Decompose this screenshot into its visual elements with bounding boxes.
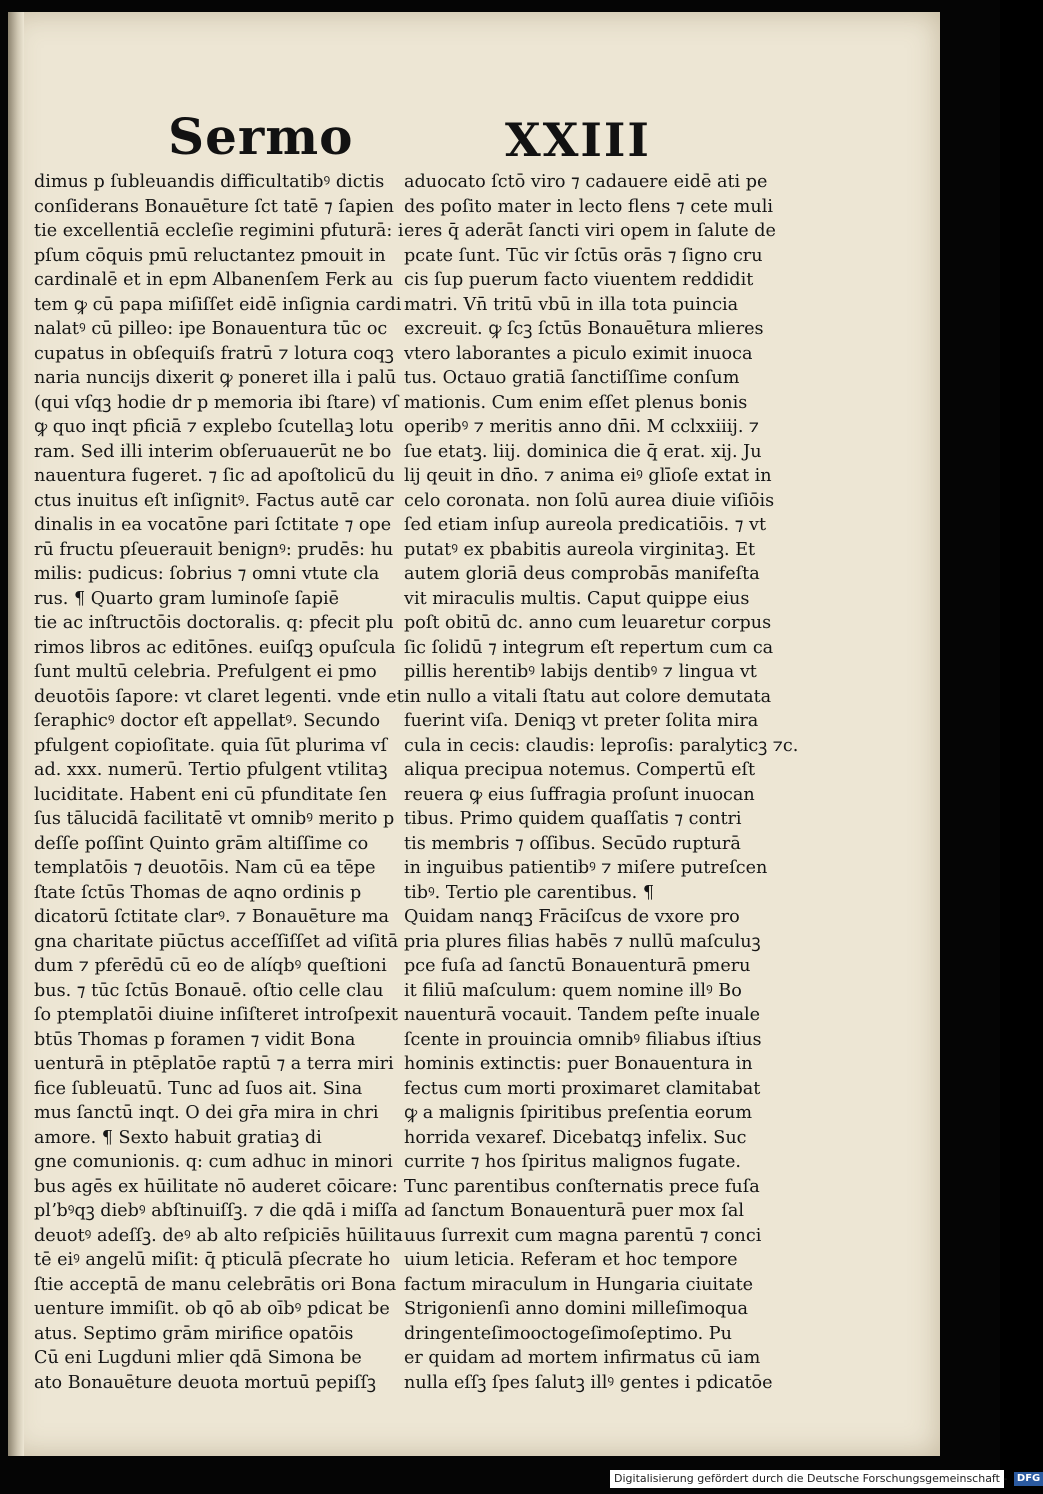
text-line: tie excellentiā eccleſie regimini pfuturā: i (34, 221, 404, 241)
text-line: deuotꝰ adeſſꝫ. deꝰ ab alto reſpiciēs hūilita (34, 1225, 403, 1246)
text-line: pcate ſunt. Tūc vir ſctūs orās ⁊ ſigno cru (404, 245, 763, 266)
text-line: tis membris ⁊ oſſibus. Secūdo rupturā (404, 833, 741, 854)
digitization-credit (610, 1470, 1041, 1488)
text-line: rus. ¶ Quarto gram luminoſe ſapiē (34, 588, 340, 609)
text-line: lij qeuit in dn̄o. ⁊ anima eiꝰ glīoſe extat in (404, 466, 772, 486)
text-line: ſcente in prouincia omnibꝰ filiabus iſtius (404, 1029, 762, 1050)
text-line: ſed etiam inſup aureola predicatiōis. ⁊ vt (404, 515, 767, 535)
binding-gutter (8, 12, 24, 1456)
text-line: tem ꝙ cū papa miſiſſet eidē inſignia cardi (34, 294, 402, 315)
text-line: btūs Thomas p foramen ⁊ vidit Bona (34, 1029, 356, 1050)
text-line: ato Bonauēture deuota mortuū pepiſſꝫ (34, 1372, 376, 1393)
text-line: poſt obitū dc. anno cum leuaretur corpus (404, 613, 772, 633)
text-line: factum miraculum in Hungaria ciuitate (404, 1274, 754, 1295)
text-line: uus ſurrexit cum magna parentū ⁊ conci (404, 1225, 762, 1246)
credit-text: Digitalisierung gefördert durch die Deutsche Forschungsgemeinschaft - (614, 1472, 1008, 1485)
text-line: amore. ¶ Sexto habuit gratiaꝫ di (34, 1127, 322, 1148)
text-line: pfulgent copioſitate. quia ſūt plurima vſ (34, 735, 387, 756)
text-line: Strigonienſi anno domini milleſimoqua (404, 1299, 748, 1319)
text-line: atus. Septimo grām mirifice opatōis (34, 1323, 354, 1344)
text-line: ſic ſolidū ⁊ integrum eſt repertum cum ca (404, 637, 774, 658)
text-line: Tunc parentibus conſternatis prece fuſa (404, 1176, 760, 1197)
text-line: (qui vſqꝫ hodie dr p memoria ibi ſtare) vſ (34, 392, 399, 413)
text-line: nauentura fugeret. ⁊ ſic ad apoſtolicū du (34, 466, 395, 486)
text-line: Cū eni Lugduni mlier qdā Simona be (34, 1348, 362, 1368)
text-line: cis ſup puerum facto viuentem reddidit (404, 270, 754, 290)
text-line: luciditate. Habent eni cū pfunditate ſen (34, 784, 388, 805)
text-line: dinalis in ea vocatōne pari ſctitate ⁊ ope (34, 515, 392, 535)
text-line: ram. Sed illi interim obſeruauerūt ne bo (34, 441, 392, 462)
running-header (8, 107, 940, 177)
text-line: deſſe poſſint Quinto grām altiſſime co (34, 833, 369, 854)
text-line: putatꝰ ex pbabitis aureola virginitaꝫ. Et (404, 539, 756, 560)
text-line: tie ac inſtructōis doctoralis. q: pfecit plu (34, 613, 394, 633)
text-line: operibꝰ ⁊ meritis anno dn̄i. M cclxxiiij. ⁊ (404, 417, 760, 437)
text-line: eres q̄ aderāt ſancti viri opem in ſalute de (404, 221, 776, 241)
text-line: ſtate ſctūs Thomas de aqno ordinis p (34, 882, 362, 903)
text-line: uenture immiſit. ob qō ab oībꝰ pdicat be (34, 1299, 390, 1319)
text-line: ſeraphicꝰ doctor eſt appellatꝰ. Secundo (34, 711, 381, 731)
text-line: pſum cōquis pmū reluctantez pmouit in (34, 245, 386, 266)
text-line: bus agēs ex hūilitate nō auderet cōicare: (34, 1176, 398, 1197)
text-line: mationis. Cum enim eſſet plenus bonis (404, 392, 748, 413)
text-line: gna charitate piūctus acceſſiſſet ad viſitā (34, 931, 399, 952)
text-line: des poſito mater in lecto flens ⁊ cete muli (404, 196, 773, 217)
text-line: ſus tālucidā facilitatē vt omnibꝰ merito p (34, 809, 395, 829)
text-line: aduocato ſctō viro ⁊ cadauere eidē ati pe (404, 172, 768, 192)
text-line: bus. ⁊ tūc ſctūs Bonauē. oſtio celle clau (34, 980, 384, 1001)
text-line: ſtie acceptā de manu celebrātis ori Bona (34, 1274, 397, 1295)
text-line: milis: pudicus: ſobrius ⁊ omni vtute cla (34, 564, 380, 584)
text-line: matri. Vn̄ tritū vbū in illa tota puincia (404, 294, 739, 315)
header-title: Sermo (168, 107, 354, 166)
text-line: deuotōis ſapore: vt claret legenti. vnde et (34, 686, 404, 707)
text-line: it filiū maſculum: quem nomine illꝰ Bo (404, 980, 742, 1001)
text-line: uenturā in ptēplatōe raptū ⁊ a terra miri (34, 1054, 394, 1074)
text-line: pillis herentibꝰ labijs dentibꝰ ⁊ lingua vt (404, 662, 757, 682)
text-line: dringenteſimooctogeſimoſeptimo. Pu (404, 1323, 732, 1344)
text-line: pce fuſa ad ſanctū Bonauenturā pmeru (404, 956, 751, 976)
header-number: XXIII (505, 113, 651, 167)
text-line: vtero laborantes a piculo eximit inuoca (404, 343, 753, 364)
text-line: nauenturā vocauit. Tandem peſte inuale (404, 1005, 761, 1025)
text-line: ad. xxx. numerū. Tertio pfulgent vtilitaꝫ (34, 760, 388, 780)
text-line: fice ſubleuatū. Tunc ad ſuos ait. Sina (34, 1078, 363, 1099)
text-line: in nullo a vitali ſtatu aut colore demutata (404, 686, 772, 707)
text-line: nulla eſſꝫ ſpes ſalutꝫ illꝰ gentes i pdicatōe (404, 1372, 773, 1393)
text-line: in inguibus patientibꝰ ⁊ miſere putreſcen (404, 858, 768, 878)
text-line: conſiderans Bonauēture ſct tatē ⁊ ſapien (34, 196, 394, 217)
text-line: ad ſanctum Bonauenturā puer mox ſal (404, 1201, 744, 1221)
text-line: cula in cecis: claudis: leproſis: paralyticꝫ ⁊c. (404, 735, 799, 756)
text-line: ſue etatꝫ. liij. dominica die q̄ erat. xij. Ju (404, 441, 762, 462)
text-line: dum ⁊ pferēdū cū eo de alíqbꝰ queſtioni (34, 956, 387, 976)
left-text-column (34, 170, 406, 1395)
text-line: tibꝰ. Tertio ple carentibus. ¶ (404, 882, 655, 903)
text-line: Quidam nanqꝫ Frāciſcus de vxore pro (404, 907, 740, 927)
text-line: naria nuncijs dixerit ꝙ poneret illa i palū (34, 368, 397, 388)
text-line: excreuit. ꝙ ſcꝫ ſctūs Bonauētura mlieres (404, 319, 764, 339)
text-line: dicatorū ſctitate clarꝰ. ⁊ Bonauēture ma (34, 907, 389, 927)
right-text-column (404, 170, 799, 1395)
text-line: nalatꝰ cū pilleo: ipe Bonauentura tūc oc (34, 319, 388, 339)
text-line: horrida vexaref. Dicebatqꝫ infelix. Suc (404, 1127, 747, 1148)
text-line: fuerint viſa. Deniqꝫ vt preter ſolita mira (404, 711, 759, 731)
text-line: fectus cum morti proximaret clamitabat (404, 1078, 761, 1099)
text-line: gne comunionis. q: cum adhuc in minori (34, 1152, 393, 1172)
text-line: ſunt multū celebria. Prefulgent ei pmo (34, 662, 377, 682)
text-line: reuera ꝙ eius ſuffragia proſunt inuocan (404, 784, 755, 805)
text-line: autem gloriā deus comprobās manifeſta (404, 564, 760, 584)
text-line: celo coronata. non ſolū aurea diuie viſiōis (404, 490, 775, 511)
text-line: tibus. Primo quidem quaſſatis ⁊ contri (404, 809, 742, 829)
text-line: tē eiꝰ angelū miſit: q̄ pticulā pſecrate ho (34, 1250, 391, 1270)
text-line: templatōis ⁊ deuotōis. Nam cū ea tēpe (34, 858, 376, 878)
text-line: currite ⁊ hos ſpiritus malignos fugate. (404, 1152, 741, 1172)
text-line: ſo ptemplatōi diuine inſiſteret introſpexit (34, 1005, 398, 1025)
text-line: dimus p ſubleuandis difficultatibꝰ dictis (34, 172, 385, 192)
text-line: ꝙ quo inqt pficiā ⁊ explebo ſcutellaꝫ lotu (34, 417, 394, 437)
text-line: ꝙ a malignis ſpiritibus preſentia eorum (404, 1103, 753, 1123)
dfg-logo: DFG (1014, 1472, 1043, 1486)
text-line: pria plures filias habēs ⁊ nullū maſculuꝫ (404, 931, 761, 952)
text-line: tus. Octauo gratiā ſanctiſſime conſum (404, 368, 740, 388)
text-line: ctus inuitus eſt inſignitꝰ. Factus autē car (34, 490, 394, 511)
text-line: vit miraculis multis. Caput quippe eius (404, 588, 750, 609)
text-line: rū fructu pſeuerauit benignꝰ: prudēs: hu (34, 539, 394, 560)
text-line: rimos libros ac editōnes. euiſqꝫ opuſcula (34, 637, 396, 658)
text-line: mus ſanctū inqt. O dei gr̄a mira in chri (34, 1103, 379, 1123)
book-page (8, 12, 940, 1456)
text-line: plʼbꝰqꝫ diebꝰ abſtinuiſſꝫ. ⁊ die qdā i miſſa (34, 1201, 398, 1221)
text-line: cardinalē et in epm Albanenſem Ferk au (34, 270, 394, 290)
text-line: hominis extinctis: puer Bonauentura in (404, 1054, 753, 1074)
text-line: aliqua precipua notemus. Compertū eſt (404, 760, 756, 780)
text-line: uium leticia. Referam et hoc tempore (404, 1250, 738, 1270)
text-line: cupatus in obſequiſs fratrū ⁊ lotura coqꝫ (34, 343, 394, 364)
text-line: er quidam ad mortem infirmatus cū iam (404, 1348, 761, 1368)
